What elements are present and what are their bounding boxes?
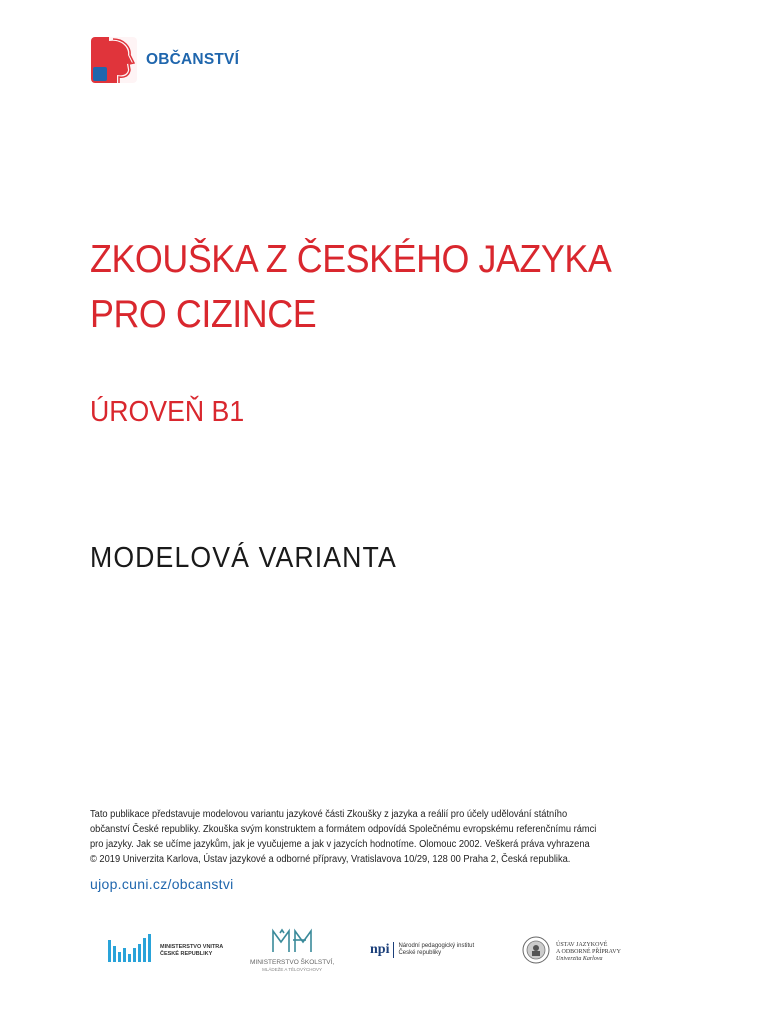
ujop-line-1: ÚSTAV JAZYKOVÉ (556, 942, 608, 948)
npi-icon: npi (370, 942, 394, 958)
university-seal-icon (522, 936, 550, 969)
obcanstvi-logo (91, 37, 239, 83)
level-heading: ÚROVEŇ B1 (90, 396, 245, 428)
legal-line-2: občanství České republiky. Zkouška svým konstruktem a formátem odpovídá Společnému evropskému referenčnímu rámci (90, 824, 597, 835)
npi-line-1: Národní pedagogický institut (398, 943, 475, 949)
legal-notice (90, 807, 710, 867)
mv-bars-icon (108, 934, 154, 967)
face-profile-icon (91, 37, 137, 83)
legal-line-1: Tato publikace představuje modelovou variantu jazykové části Zkoušky z jazyka a reálií pro účely udělování státního (90, 809, 568, 820)
mv-line-2: ČESKÉ REPUBLIKY (160, 950, 213, 957)
legal-line-3: pro jazyky. Jak se učíme jazykům, jak je vyučujeme a jak v jazycích hodnotíme. Olomouc 2002. Veškerá práva vyhrazena (90, 839, 590, 850)
ujop-logo (522, 936, 621, 969)
msmt-line-2: MLÁDEŽE A TĚLOVÝCHOVY (262, 967, 323, 972)
variant-heading: MODELOVÁ VARIANTA (90, 542, 397, 574)
msmt-line-1: MINISTERSTVO ŠKOLSTVÍ, (250, 959, 335, 966)
legal-line-4: © 2019 Univerzita Karlova, Ústav jazykové a odborné přípravy, Vratislavova 10/29, 128 00 Praha 2, Česká republika. (90, 854, 571, 865)
ujop-line-3: Univerzita Karlova (556, 956, 603, 962)
npi-logo (370, 942, 474, 958)
ujop-line-2: A ODBORNÉ PŘÍPRAVY (556, 949, 621, 955)
mv-logo (108, 934, 223, 967)
website-link[interactable]: ujop.cuni.cz/obcanstvi (90, 876, 234, 892)
msmt-logo (250, 928, 334, 973)
msmt-logo-icon (270, 928, 314, 959)
npi-line-2: České republiky (398, 950, 442, 956)
title-line-1: ZKOUŠKA Z ČESKÉHO JAZYKA (90, 238, 612, 281)
logo-text: OBČANSTVÍ (146, 51, 240, 68)
mv-line-1: MINISTERSTVO VNITRA (160, 943, 224, 950)
partner-logos (100, 920, 660, 980)
title-line-2: PRO CIZINCE (90, 293, 317, 336)
page-title (90, 232, 611, 342)
